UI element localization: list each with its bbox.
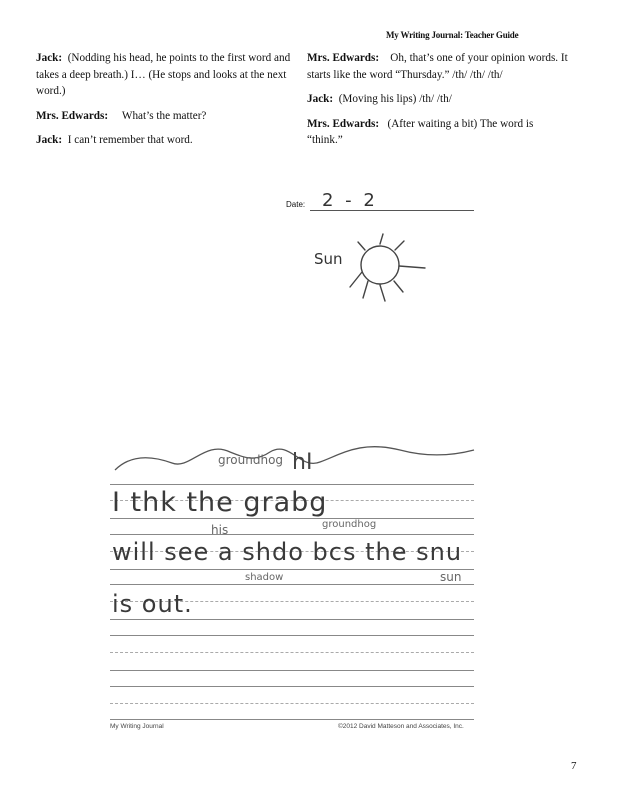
writing-line <box>110 619 474 620</box>
writing-midline <box>110 703 474 704</box>
handwriting-line-1: I thk the grabg <box>112 487 328 518</box>
speaker: Jack: <box>307 93 334 106</box>
footer-right: ©2012 David Matteson and Associates, Inc. <box>338 723 464 730</box>
date-label: Date: <box>286 200 306 209</box>
dialogue-text: I can’t remember that word. <box>67 134 193 147</box>
writing-line <box>110 670 474 671</box>
speaker: Mrs. Edwards: <box>307 117 380 130</box>
speaker: Mrs. Edwards: <box>36 109 109 122</box>
footer-left: My Writing Journal <box>110 723 164 730</box>
note-sun: sun <box>440 570 462 584</box>
note-shadow: shadow <box>245 572 284 583</box>
page-header: My Writing Journal: Teacher Guide <box>386 30 519 40</box>
speaker: Jack: <box>36 52 63 64</box>
hill-label: groundhog <box>218 453 284 467</box>
writing-line <box>110 484 474 485</box>
date-handwritten: 2 - 2 <box>322 190 378 211</box>
sun-drawing <box>350 234 425 301</box>
writing-line <box>110 686 474 687</box>
handwriting-line-3: is out. <box>112 590 193 618</box>
hill-word: hI <box>292 450 313 475</box>
sun-label: Sun <box>314 250 343 268</box>
dialogue-text: (Moving his lips) /th/ /th/ <box>338 93 452 106</box>
speaker: Mrs. Edwards: <box>307 52 380 64</box>
writing-line <box>110 719 474 720</box>
note-groundhog: groundhog <box>322 519 377 530</box>
dialogue-text: (After waiting a bit) The word is “think.” <box>307 117 534 147</box>
handwriting-line-2: will see a shdo bcs the snu <box>112 538 463 566</box>
writing-line <box>110 584 474 585</box>
speaker: Jack: <box>36 134 63 147</box>
page-number: 7 <box>571 760 577 772</box>
writing-line <box>110 635 474 636</box>
dialogue-text: (Nodding his head, he points to the first word and takes a deep breath.) I… (He stops and looks at the next word.) <box>36 52 291 98</box>
writing-line <box>110 534 474 535</box>
writing-line <box>110 569 474 570</box>
note-his: his <box>211 523 229 537</box>
dialogue-text: Oh, that’s one of your opinion words. It starts like the word “Thursday.” /th/ /th/ /th/ <box>307 52 568 81</box>
dialogue-text: What’s the matter? <box>121 109 207 122</box>
writing-midline <box>110 652 474 653</box>
writing-line <box>110 518 474 519</box>
